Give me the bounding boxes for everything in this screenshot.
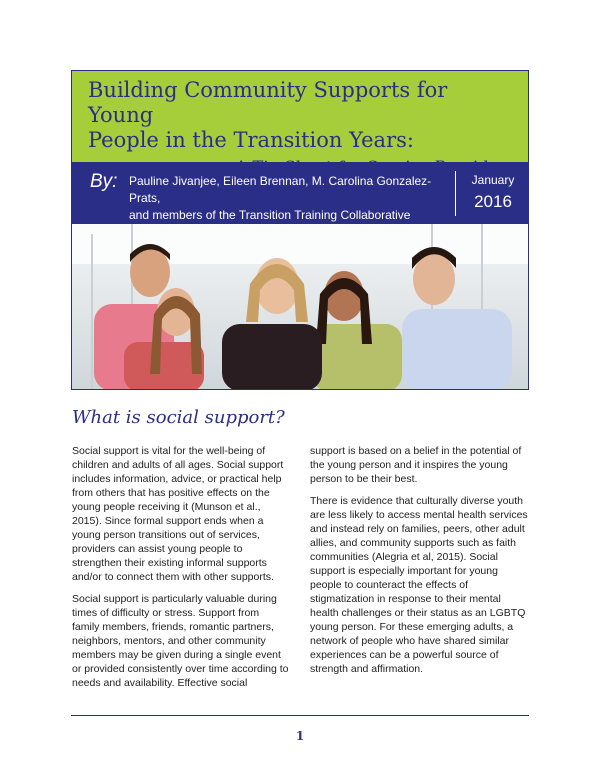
page-number: 1 (295, 729, 305, 743)
date-month: January (471, 173, 515, 187)
byline-content (72, 162, 528, 224)
date-year: 2016 (474, 192, 512, 211)
paragraph: Social support is vital for the well-being of children and adults of all ages. Social support includes information, advice, or practical help from others that has positive effects on the young people receiving it (Munson et al., 2015). Since formal support ends when a young person transitions out of services, providers can assist young people to strengthen their existing informal supports and/or to connect them with other supports. (72, 445, 284, 583)
group-photo-illustration (72, 224, 528, 390)
footer-rule (71, 715, 529, 716)
document-title (88, 78, 514, 153)
date-divider (455, 171, 456, 216)
authors (129, 173, 459, 224)
by-text: By: (90, 171, 118, 192)
paragraph: Social support is particularly valuable during times of difficulty or stress. Support from family members, friends, romantic partners, neighbors, mentors, and other community members may be given during a single event or provided consistently over time according to needs and availability. Effective social (72, 593, 289, 689)
section-heading: What is social support? (72, 407, 285, 428)
cover-photo (72, 224, 528, 390)
body-column-left (72, 444, 289, 698)
authors-line-1: Pauline Jivanjee, Eileen Brennan, M. Carolina Gonzalez-Prats, (129, 174, 432, 205)
authors-line-2: and members of the Transition Training Collaborative (129, 208, 411, 222)
body-column-right (310, 444, 528, 684)
paragraph: There is evidence that culturally diverse youth are less likely to access mental health services and instead rely on families, peers, other adult allies, and community supports such as faith communities (Alegria et al, 2015). Social support is especially important for young people to counteract the effects of stigmatization in response to their mental health challenges or their status as an LGBTQ young person. For these emerging adults, a network of people who have shared similar experiences can be a powerful source of strength and affirmation. (310, 495, 528, 675)
header-banner (71, 70, 529, 390)
paragraph: support is based on a belief in the potential of the young person and it inspires the young person to be their best. (310, 445, 522, 485)
title-line-2: People in the Transition Years: (88, 128, 414, 152)
title-line-1: Building Community Supports for Young (88, 78, 448, 127)
title-box (72, 71, 528, 162)
